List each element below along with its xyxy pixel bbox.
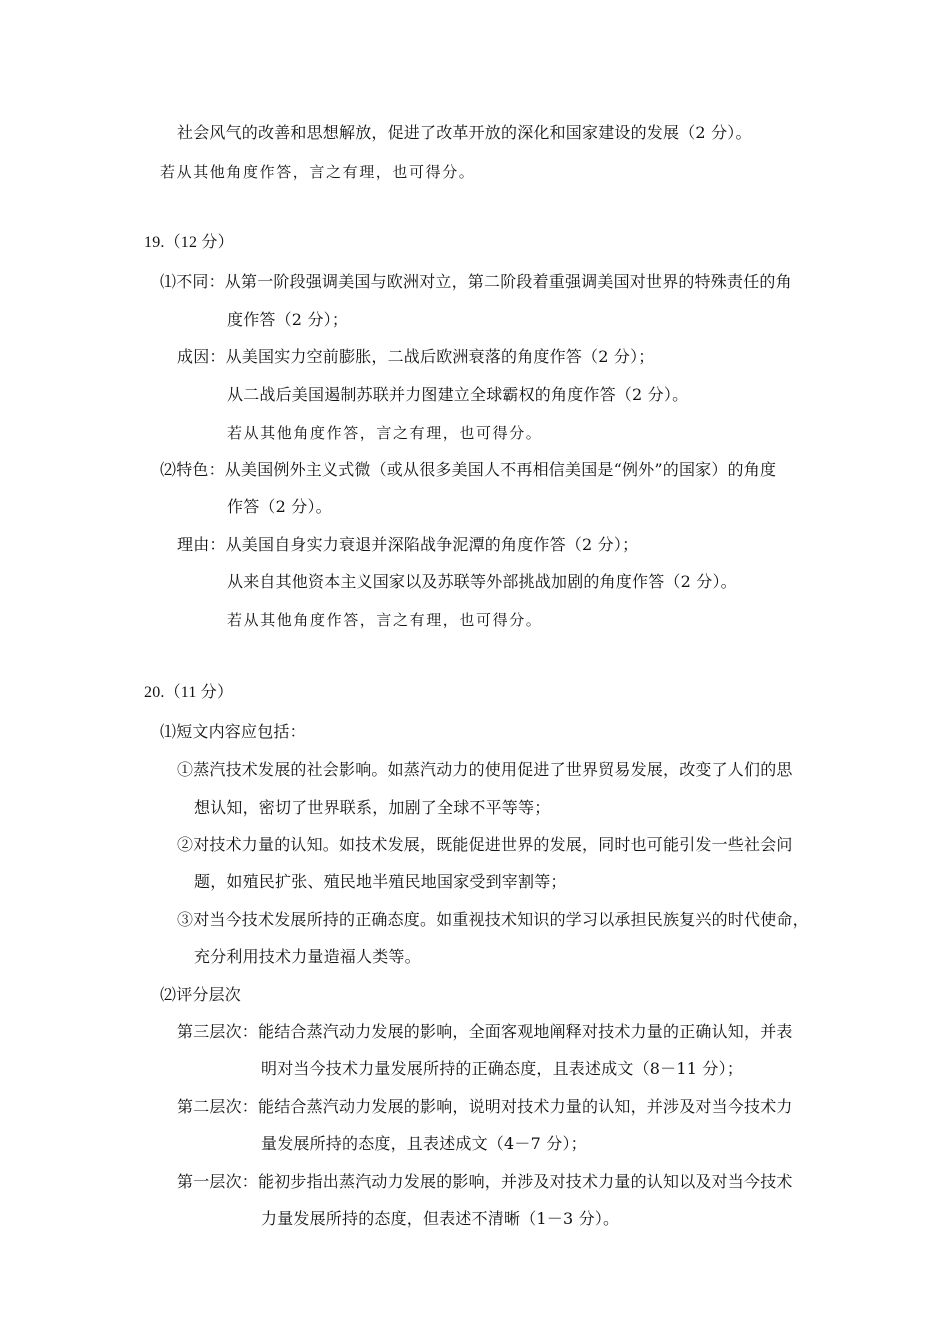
q19-feature-line-2: 作答（2 分）。 <box>227 497 332 516</box>
q19-part1-note: 若从其他角度作答，言之有理，也可得分。 <box>227 424 543 442</box>
question-20-header: 20.（11 分） <box>144 684 234 701</box>
q20-item1-line-2: 想认知，密切了世界联系，加剧了全球不平等等； <box>194 798 551 817</box>
q19-cause-line-2: 从二战后美国遏制苏联并力图建立全球霸权的角度作答（2 分）。 <box>227 385 689 404</box>
q19-part2-note: 若从其他角度作答，言之有理，也可得分。 <box>227 611 543 629</box>
intro-line: 社会风气的改善和思想解放，促进了改革开放的深化和国家建设的发展（2 分）。 <box>177 123 752 142</box>
q20-level2-line-1: 第二层次：能结合蒸汽动力发展的影响，说明对技术力量的认知，并涉及对当今技术力 <box>177 1097 793 1116</box>
q19-difference-line-1: ⑴不同：从第一阶段强调美国与欧洲对立，第二阶段着重强调美国对世界的特殊责任的角 <box>160 272 792 291</box>
q20-item3-line-1: ③对当今技术发展所持的正确态度。如重视技术知识的学习以承担民族复兴的时代使命， <box>177 910 809 929</box>
q20-level3-line-2: 明对当今技术力量发展所持的正确态度，且表述成文（8－11 分）； <box>261 1059 744 1078</box>
intro-note: 若从其他角度作答，言之有理，也可得分。 <box>160 163 476 181</box>
q19-difference-line-2: 度作答（2 分）； <box>227 310 349 329</box>
q20-item2-line-2: 题，如殖民扩张、殖民地半殖民地国家受到宰割等； <box>194 872 567 891</box>
q20-level1-line-2: 力量发展所持的态度，但表述不清晰（1－3 分）。 <box>261 1209 620 1228</box>
q19-cause-line-1: 成因：从美国实力空前膨胀，二战后欧洲衰落的角度作答（2 分）； <box>177 347 655 366</box>
q19-feature-line-1: ⑵特色：从美国例外主义式微（或从很多美国人不再相信美国是“例外”的国家）的角度 <box>160 460 777 479</box>
q20-item3-line-2: 充分利用技术力量造福人类等。 <box>194 947 421 966</box>
q20-level3-line-1: 第三层次：能结合蒸汽动力发展的影响，全面客观地阐释对技术力量的正确认知，并表 <box>177 1022 793 1041</box>
q20-level2-line-2: 量发展所持的态度，且表述成文（4－7 分）； <box>261 1134 587 1153</box>
q19-reason-line-2: 从来自其他资本主义国家以及苏联等外部挑战加剧的角度作答（2 分）。 <box>227 572 737 591</box>
q20-item1-line-1: ①蒸汽技术发展的社会影响。如蒸汽动力的使用促进了世界贸易发展，改变了人们的思 <box>177 760 793 779</box>
q20-level1-line-1: 第一层次：能初步指出蒸汽动力发展的影响，并涉及对技术力量的认知以及对当今技术 <box>177 1172 793 1191</box>
q19-reason-line-1: 理由：从美国自身实力衰退并深陷战争泥潭的角度作答（2 分）； <box>177 535 639 554</box>
q20-item2-line-1: ②对技术力量的认知。如技术发展，既能促进世界的发展，同时也可能引发一些社会问 <box>177 835 793 854</box>
q20-part1-title: ⑴短文内容应包括： <box>160 722 306 741</box>
question-19-header: 19.（12 分） <box>144 234 234 251</box>
q20-part2-title: ⑵评分层次 <box>160 985 242 1004</box>
